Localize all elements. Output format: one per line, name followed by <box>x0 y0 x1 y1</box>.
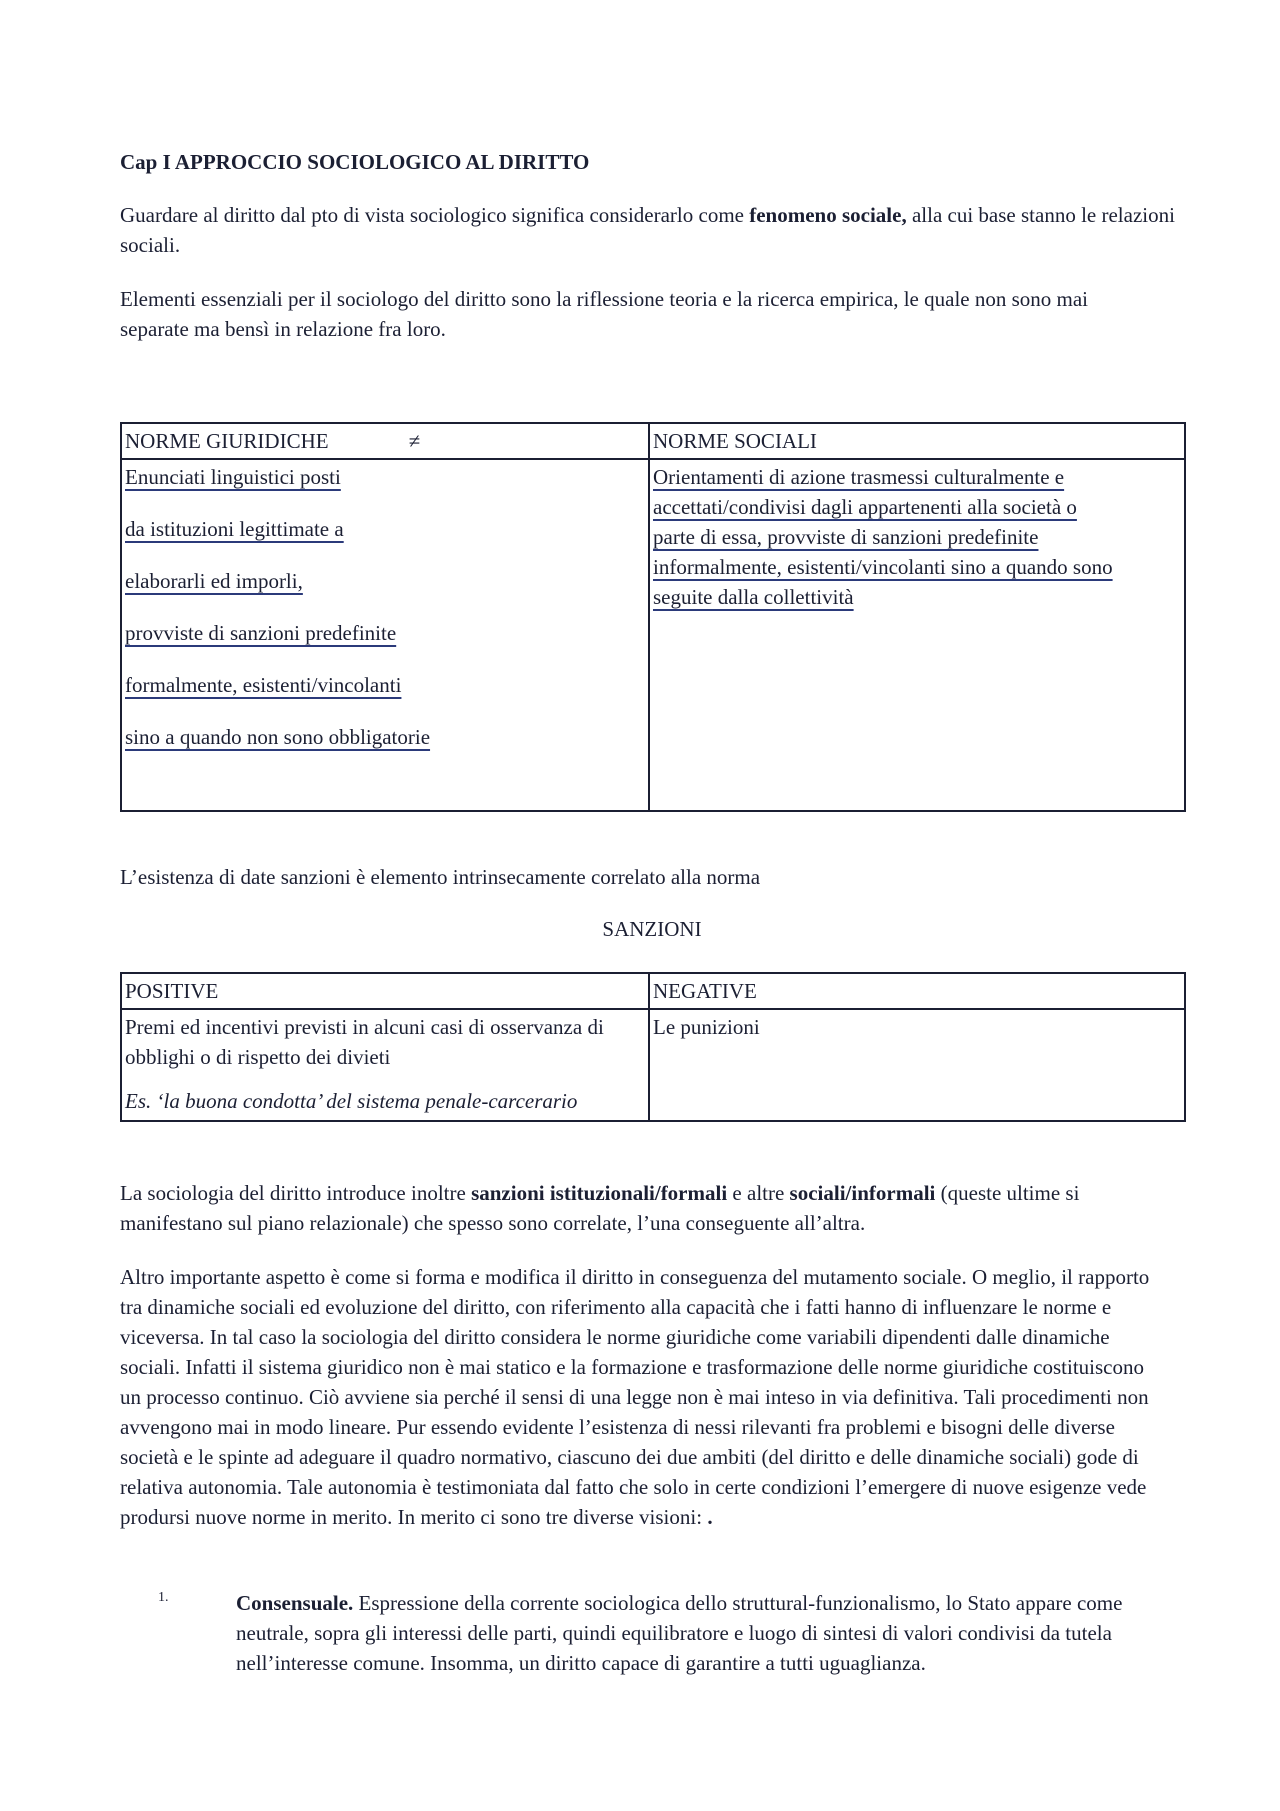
cell-norme-sociali <box>649 459 1185 811</box>
paragraph-sanzioni-intro: L’esistenza di date sanzioni è elemento intrinsecamente correlato alla norma <box>120 865 761 889</box>
header-positive: POSITIVE <box>121 973 649 1009</box>
header-negative: NEGATIVE <box>649 973 1185 1009</box>
list-item: da istituzioni legittimate a <box>125 517 344 541</box>
list-item: sino a quando non sono obbligatorie <box>125 725 431 749</box>
cell-norme-giuridiche <box>121 459 649 811</box>
list-item: parte di essa, provviste di sanzioni predefinite <box>653 525 1039 549</box>
paragraph-mutamento-sociale: Altro importante aspetto è come si forma e modifica il diritto in conseguenza del mutamento sociale. O meglio, il rapporto tra dinamiche sociali ed evoluzione del diritto, con riferimento alla capacità che i fatti hanno di influenzare le norme e viceversa. In tal caso la sociologia del diritto considera le norme giuridiche come variabili dipendenti dalle dinamiche sociali. Infatti il sistema giuridico non è mai statico e la formazione e trasformazione delle norme giuridiche costituiscono un processo continuo. Ciò avviene sia perché il sensi di una legge non è mai inteso in via definitiva. Tali procedimenti non avvengono mai in modo lineare. Pur essendo evidente l’esistenza di nessi rilevanti fra problemi e bisogni delle diverse società e le spinte ad adeguare il quadro normativo, ciascuno dei due ambiti (del diritto e delle dinamiche sociali) gode di relativa autonomia. Tale autonomia è testimoniata dal fatto che solo in certe condizioni l’emergere di nuove esigenze vede prodursi nuove norme in merito. In merito ci sono tre diverse visioni: . <box>120 1265 1150 1529</box>
cell-negative: Le punizioni <box>649 1009 1185 1121</box>
sanctions-table <box>120 972 1186 1122</box>
list-item: seguite dalla collettività <box>653 585 854 609</box>
cell-positive: Premi ed incentivi previsti in alcuni casi di osservanza di obblighi o di rispetto dei divieti Es. ‘la buona condotta’ del sistema penale-carcerario <box>121 1009 649 1121</box>
paragraph-sanzioni-formali: La sociologia del diritto introduce inoltre sanzioni istituzionali/formali e altre sociali/informali (queste ultime si manifestano sul piano relazionale) che spesso sono correlate, l’una conseguente all’altra. <box>120 1181 1080 1235</box>
example-text: Es. ‘la buona condotta’ del sistema penale-carcerario <box>125 1089 578 1113</box>
list-item: Orientamenti di azione trasmessi culturalmente e <box>653 465 1065 489</box>
not-equal-symbol: ≠ <box>408 429 421 453</box>
table-row <box>121 423 1185 459</box>
chapter-title: Cap I APPROCCIO SOCIOLOGICO AL DIRITTO <box>120 150 590 174</box>
paragraph-intro: Guardare al diritto dal pto di vista sociologico significa considerarlo come fenomeno sociale, alla cui base stanno le relazioni sociali. <box>120 203 1175 257</box>
table-row <box>121 973 1185 1009</box>
bold-term: sociali/informali <box>789 1181 936 1205</box>
paragraph-elements: Elementi essenziali per il sociologo del diritto sono la riflessione teoria e la ricerca empirica, le quale non sono mai separate ma bensì in relazione fra loro. <box>120 287 1089 341</box>
list-item: formalmente, esistenti/vincolanti <box>125 673 402 697</box>
list-item: provviste di sanzioni predefinite <box>125 621 397 645</box>
header-norme-sociali: NORME SOCIALI <box>649 423 1185 459</box>
list-item: accettati/condivisi dagli appartenenti alla società o <box>653 495 1077 519</box>
list-number: 1. <box>158 1590 169 1605</box>
list-item: elaborarli ed imporli, <box>125 569 303 593</box>
table-row <box>121 1009 1185 1121</box>
table-row <box>121 459 1185 811</box>
list-item: Enunciati linguistici posti <box>125 465 341 489</box>
bold-term: sanzioni istituzionali/formali <box>471 1181 728 1205</box>
header-norme-giuridiche: NORME GIURIDICHE ≠ <box>121 423 649 459</box>
bold-term: Consensuale. <box>236 1591 354 1615</box>
bold-term: fenomeno sociale, <box>749 203 907 227</box>
sanzioni-heading: SANZIONI <box>602 917 702 941</box>
list-item: informalmente, esistenti/vincolanti sino a quando sono <box>653 555 1113 579</box>
norms-table <box>120 422 1186 812</box>
list-item-text: Consensuale. Espressione della corrente sociologica dello struttural-funzionalismo, lo Stato appare come neutrale, sopra gli interessi delle parti, quindi equilibratore e luogo di sintesi di valori condivisi da tutela nell’interesse comune. Insomma, un diritto capace di garantire a tutti uguaglianza. <box>236 1591 1123 1675</box>
